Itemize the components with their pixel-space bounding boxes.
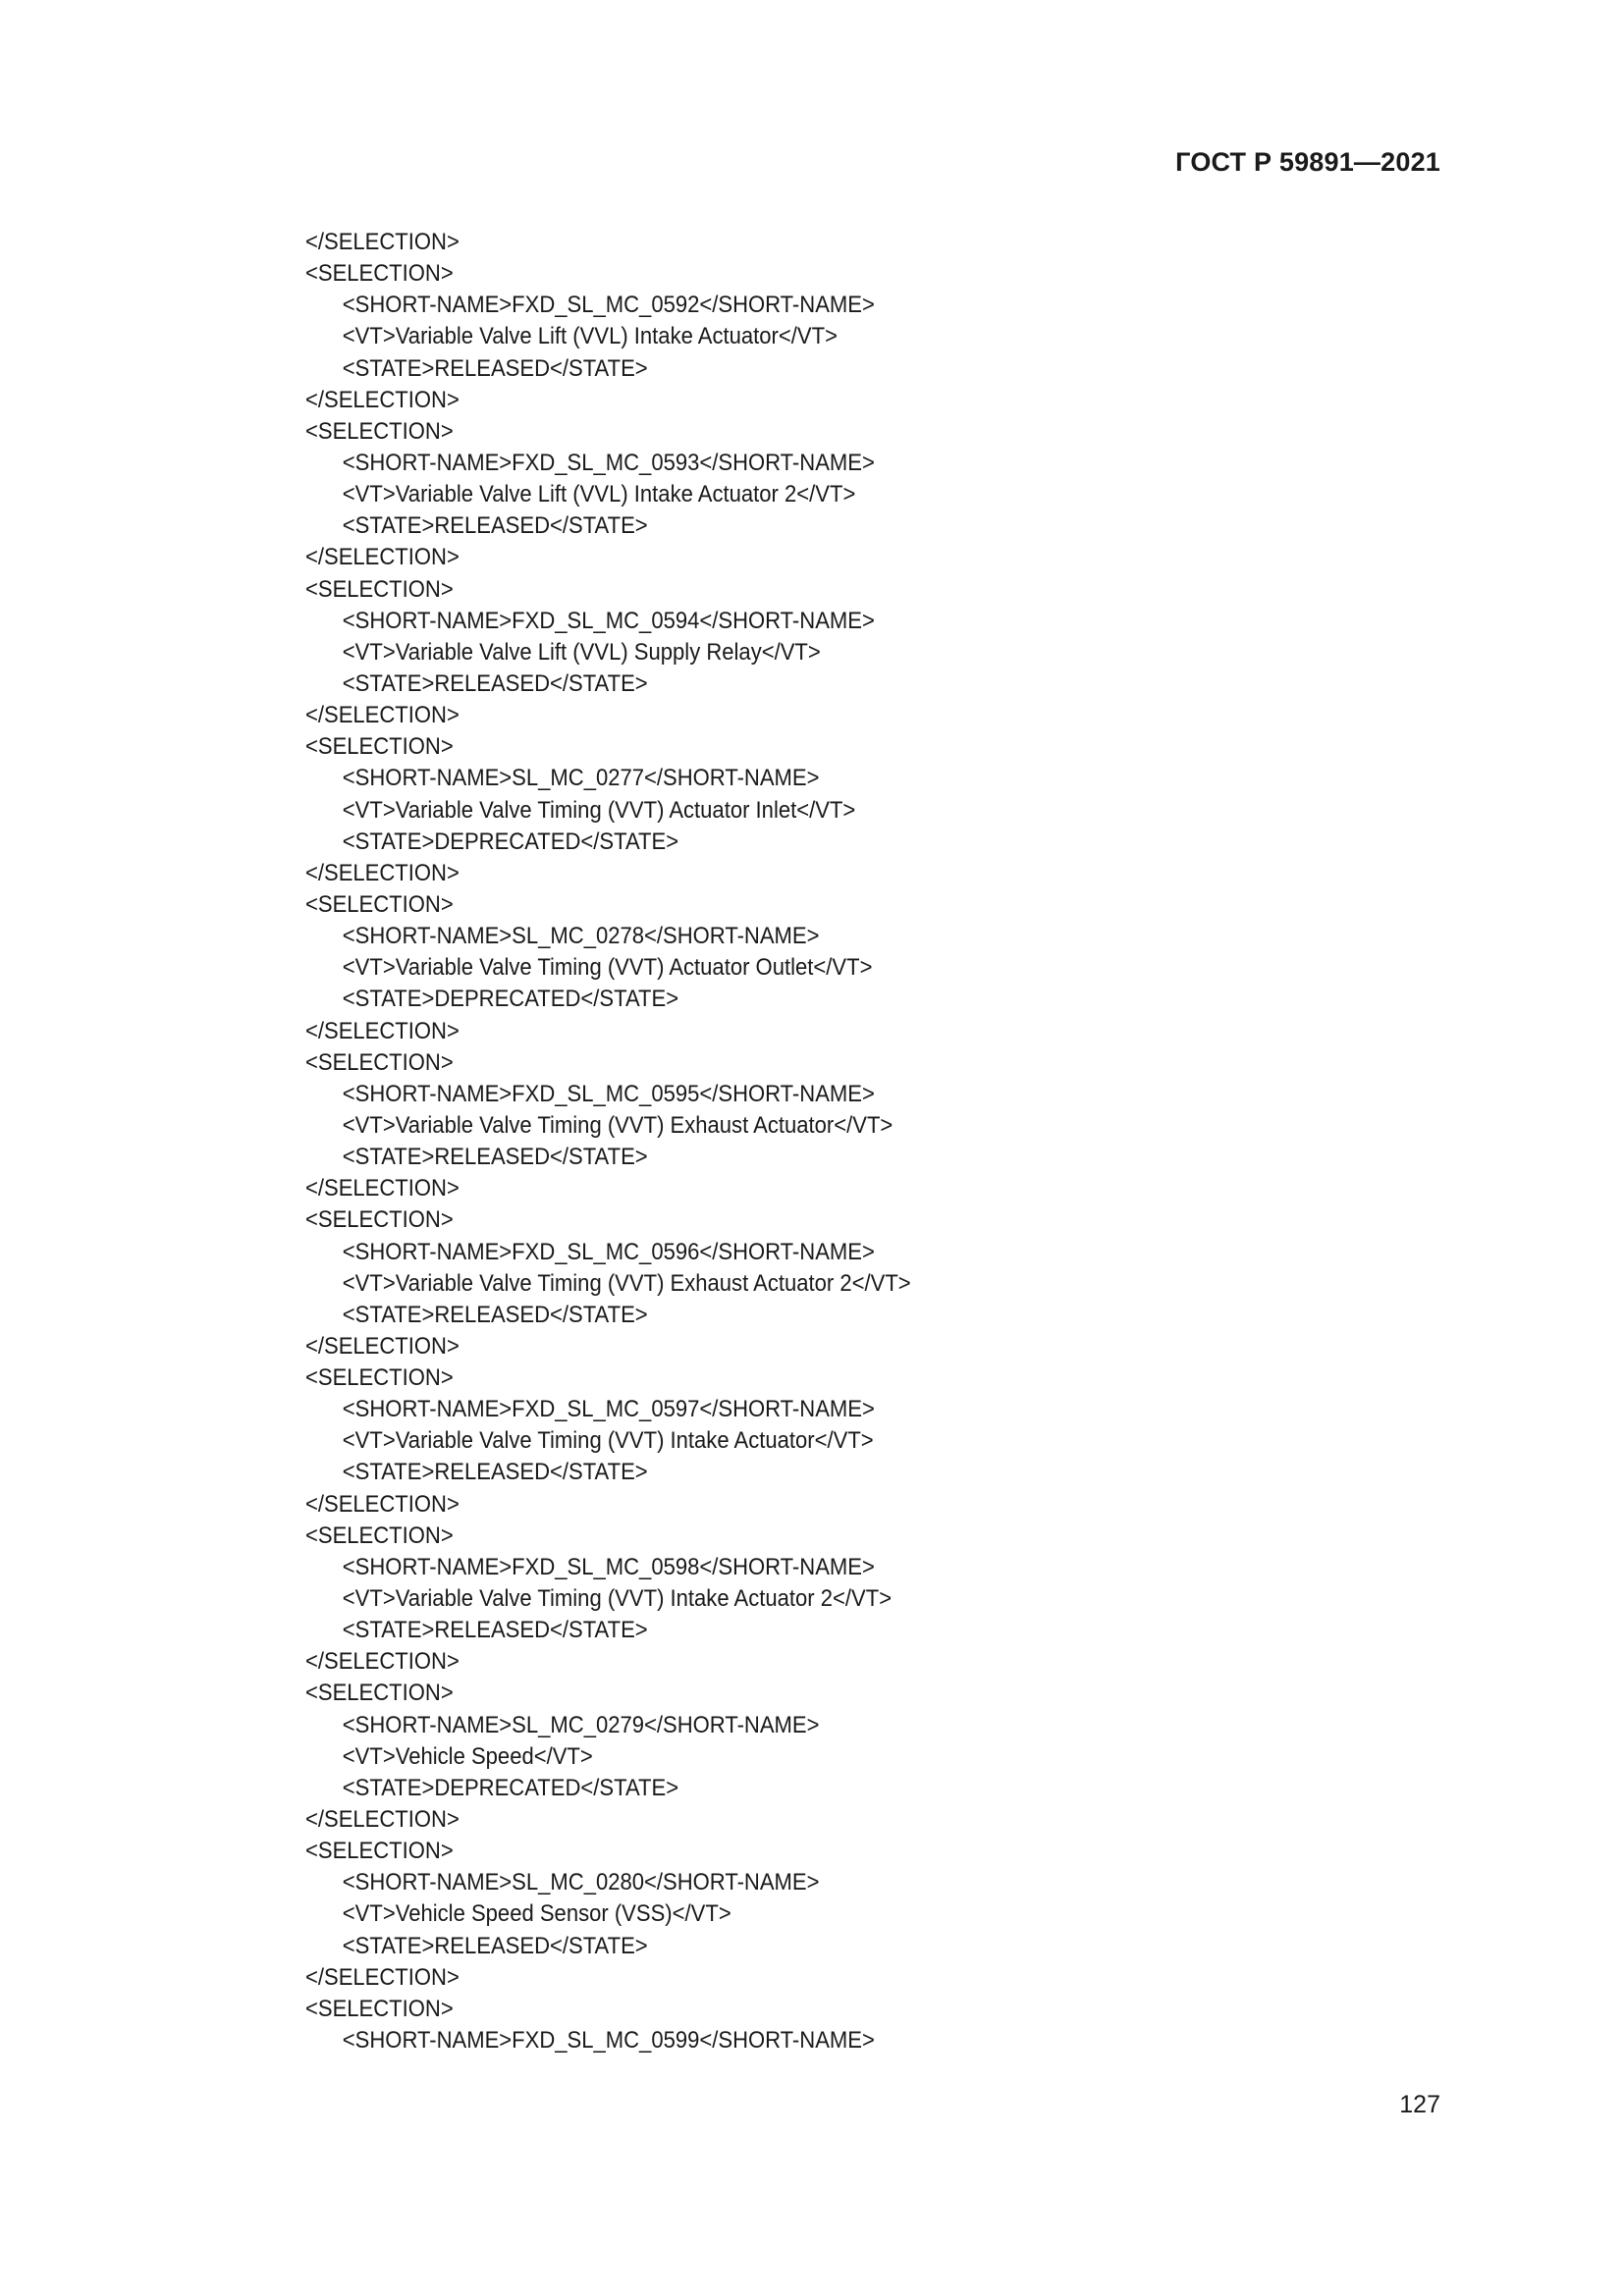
code-line: </SELECTION> xyxy=(305,1963,460,1991)
code-line: <SELECTION> xyxy=(305,1995,454,2022)
code-line: <VT>Vehicle Speed</VT> xyxy=(342,1742,593,1770)
code-line: <VT>Variable Valve Lift (VVL) Intake Actuator 2</VT> xyxy=(342,481,856,508)
code-line: <VT>Variable Valve Timing (VVT) Intake Actuator</VT> xyxy=(342,1427,874,1455)
code-line: <STATE>DEPRECATED</STATE> xyxy=(342,1774,679,1801)
code-line: <SHORT-NAME>FXD_SL_MC_0599</SHORT-NAME> xyxy=(342,2027,875,2055)
code-line: <SELECTION> xyxy=(305,1206,454,1234)
code-line: <SELECTION> xyxy=(305,733,454,761)
code-line: <SHORT-NAME>SL_MC_0277</SHORT-NAME> xyxy=(342,765,820,792)
code-line: <STATE>DEPRECATED</STATE> xyxy=(342,986,679,1013)
code-line: <SHORT-NAME>FXD_SL_MC_0594</SHORT-NAME> xyxy=(342,607,875,634)
code-line: <STATE>RELEASED</STATE> xyxy=(342,1459,648,1486)
code-line: <VT>Vehicle Speed Sensor (VSS)</VT> xyxy=(342,1900,731,1928)
code-line: <SHORT-NAME>SL_MC_0280</SHORT-NAME> xyxy=(342,1869,820,1896)
code-line: <SELECTION> xyxy=(305,1680,454,1707)
code-line: <SELECTION> xyxy=(305,1838,454,1865)
code-line: <SHORT-NAME>FXD_SL_MC_0598</SHORT-NAME> xyxy=(342,1553,875,1580)
document-header-id: ГОСТ Р 59891—2021 xyxy=(1175,147,1440,177)
code-line: </SELECTION> xyxy=(305,229,460,255)
code-line: </SELECTION> xyxy=(305,1332,460,1360)
code-line: <SELECTION> xyxy=(305,260,454,288)
code-line: <SHORT-NAME>SL_MC_0279</SHORT-NAME> xyxy=(342,1711,820,1738)
page-number: 127 xyxy=(1399,2091,1440,2118)
code-line: </SELECTION> xyxy=(305,544,460,571)
code-line: <SHORT-NAME>FXD_SL_MC_0596</SHORT-NAME> xyxy=(342,1238,875,1265)
code-line: </SELECTION> xyxy=(305,386,460,413)
code-line: </SELECTION> xyxy=(305,1648,460,1676)
code-line: <VT>Variable Valve Lift (VVL) Intake Actuator</VT> xyxy=(342,323,838,350)
code-line: <VT>Variable Valve Lift (VVL) Supply Relay</VT> xyxy=(342,638,821,666)
code-line: <STATE>RELEASED</STATE> xyxy=(342,669,648,697)
code-line: <STATE>RELEASED</STATE> xyxy=(342,1301,648,1328)
code-line: <SHORT-NAME>FXD_SL_MC_0593</SHORT-NAME> xyxy=(342,449,875,476)
code-line: </SELECTION> xyxy=(305,1175,460,1202)
code-line: <SHORT-NAME>FXD_SL_MC_0595</SHORT-NAME> xyxy=(342,1080,875,1107)
code-line: </SELECTION> xyxy=(305,1490,460,1518)
code-line: <STATE>RELEASED</STATE> xyxy=(342,1617,648,1644)
xml-code-listing xyxy=(305,227,978,2056)
code-line: <SELECTION> xyxy=(305,1364,454,1392)
code-line: </SELECTION> xyxy=(305,1806,460,1834)
code-line: <SHORT-NAME>SL_MC_0278</SHORT-NAME> xyxy=(342,923,820,950)
code-line: </SELECTION> xyxy=(305,859,460,886)
code-line: <STATE>RELEASED</STATE> xyxy=(342,1932,648,1959)
code-line: <SELECTION> xyxy=(305,575,454,603)
code-line: <SELECTION> xyxy=(305,890,454,918)
code-line: <SELECTION> xyxy=(305,1522,454,1549)
code-line: <SHORT-NAME>FXD_SL_MC_0597</SHORT-NAME> xyxy=(342,1396,875,1423)
code-line: <VT>Variable Valve Timing (VVT) Actuator Outlet</VT> xyxy=(342,954,873,982)
code-line: <SELECTION> xyxy=(305,1048,454,1076)
code-line: <VT>Variable Valve Timing (VVT) Actuator Inlet</VT> xyxy=(342,796,856,824)
code-line: <STATE>RELEASED</STATE> xyxy=(342,354,648,382)
code-line: <VT>Variable Valve Timing (VVT) Exhaust Actuator</VT> xyxy=(342,1111,893,1139)
code-line: <SELECTION> xyxy=(305,417,454,445)
code-line: </SELECTION> xyxy=(305,1017,460,1044)
code-line: <STATE>DEPRECATED</STATE> xyxy=(342,828,679,855)
code-line: <VT>Variable Valve Timing (VVT) Intake Actuator 2</VT> xyxy=(342,1585,893,1613)
code-line: <STATE>RELEASED</STATE> xyxy=(342,1144,648,1171)
code-line: <STATE>RELEASED</STATE> xyxy=(342,512,648,540)
code-line: <VT>Variable Valve Timing (VVT) Exhaust Actuator 2</VT> xyxy=(342,1269,911,1297)
code-line: </SELECTION> xyxy=(305,702,460,729)
code-line: <SHORT-NAME>FXD_SL_MC_0592</SHORT-NAME> xyxy=(342,292,875,319)
